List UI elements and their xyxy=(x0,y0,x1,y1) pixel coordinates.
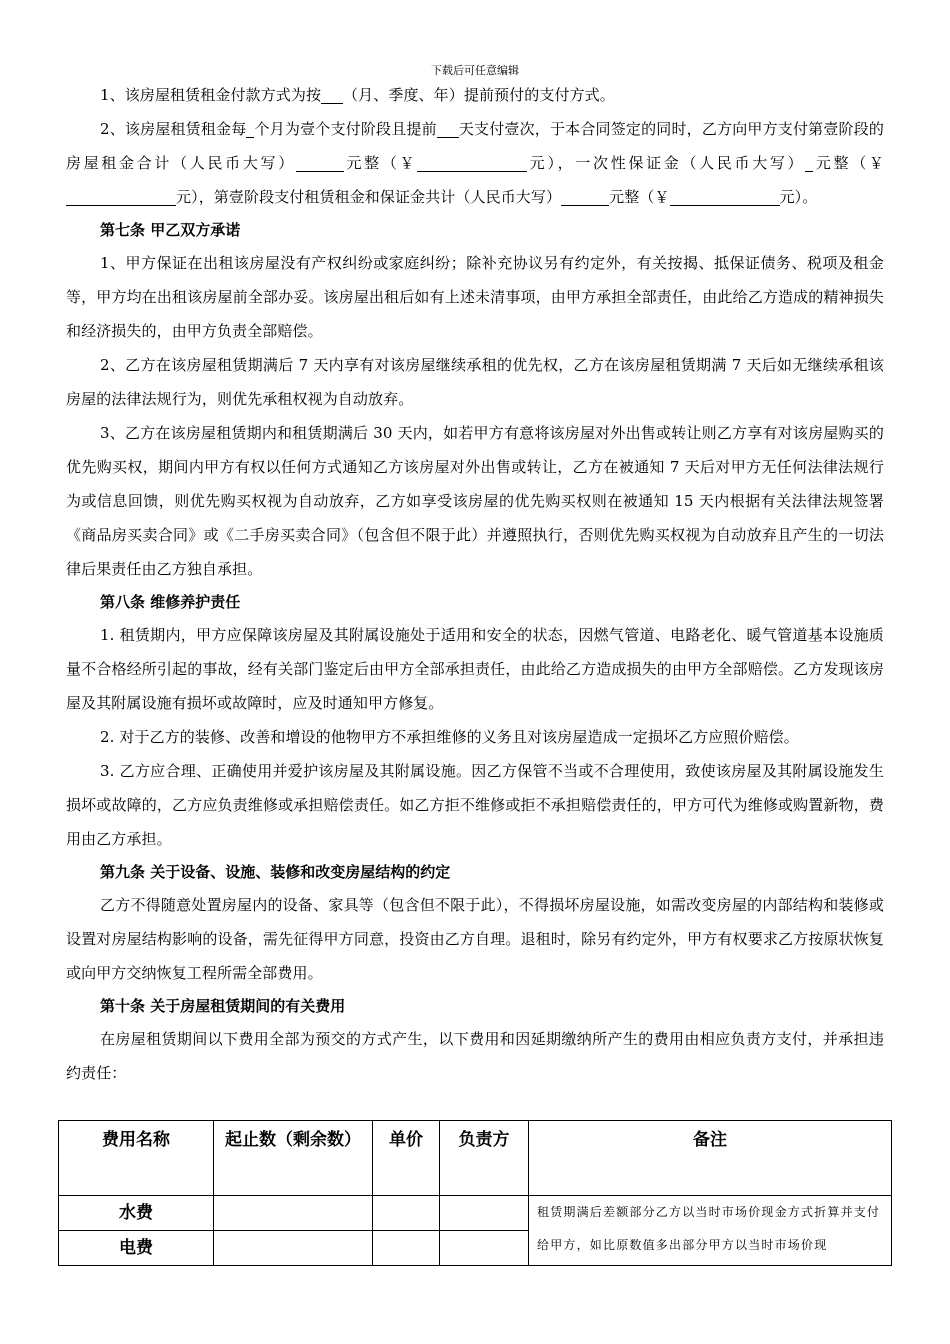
section-10-clause: 在房屋租赁期间以下费用全部为预交的方式产生，以下费用和因延期缴纳所产生的费用由相应负责方支付，并承担违约责任： xyxy=(66,1030,884,1082)
section-8-title: 第八条 维修养护责任 xyxy=(100,593,241,611)
page-header: 下载后可任意编辑 xyxy=(431,64,519,77)
column-header-fee-name: 费用名称 xyxy=(59,1121,214,1196)
blank-field[interactable] xyxy=(561,187,609,206)
fee-table xyxy=(58,1120,892,1266)
responsible-party-cell[interactable] xyxy=(440,1196,529,1231)
document-body xyxy=(66,78,884,1090)
section-7-clause-2: 2、乙方在该房屋租赁期满后 7 天内享有对该房屋继续承租的优先权，乙方在该房屋租赁期满 7 天后如无继续承租该房屋的法律法规行为，则优先承租权视为自动放弃。 xyxy=(66,356,884,408)
section-10-title: 第十条 关于房屋租赁期间的有关费用 xyxy=(100,997,346,1015)
meter-reading-cell[interactable] xyxy=(214,1231,373,1266)
section-7-clause-3: 3、乙方在该房屋租赁期内和租赁期满后 30 天内，如若甲方有意将该房屋对外出售或转让则乙方享有对该房屋购买的优先购买权，期间内甲方有权以任何方式通知乙方该房屋对外出售或转让，乙方在被通知 7 天后对甲方无任何法律法规行为或信息回馈，则优先购买权视为自动放弃，乙方如享受该房屋的优先购买权则在被通知 15 天内根据有关法律法规签署《商品房买卖合同》或《二手房买卖合同》（包含但不限于此）并遵照执行，否则优先购买权视为自动放弃且产生的一切法律后果责任由乙方独自承担。 xyxy=(66,424,884,578)
payment-stage-clause: 2、该房屋租赁租金每 个月为壹个支付阶段且提前 天支付壹次，于本合同签定的同时，乙方向甲方支付第壹阶段的房屋租金合计（人民币大写） 元整（￥ 元），一次性保证金（人民币大写） 元整（￥元），第壹阶段支付租赁租金和保证金共计（人民币大写） 元整（￥ 元）。 xyxy=(66,120,885,206)
meter-reading-cell[interactable] xyxy=(214,1196,373,1231)
section-8-clause-2: 2. 对于乙方的装修、改善和增设的他物甲方不承担维修的义务且对该房屋造成一定损坏乙方应照价赔偿。 xyxy=(100,728,799,746)
unit-price-cell[interactable] xyxy=(373,1196,440,1231)
section-7-clause-1: 1、甲方保证在出租该房屋没有产权纠纷或家庭纠纷；除补充协议另有约定外，有关按揭、抵保证债务、税项及租金等，甲方均在出租该房屋前全部办妥。该房屋出租后如有上述未清事项，由甲方承担全部责任，由此给乙方造成的精神损失和经济损失的，由甲方负责全部赔偿。 xyxy=(66,254,884,340)
section-7-title: 第七条 甲乙双方承诺 xyxy=(100,221,241,239)
blank-field[interactable] xyxy=(66,187,176,206)
blank-field[interactable] xyxy=(417,153,527,172)
column-header-responsible-party: 负责方 xyxy=(440,1121,529,1196)
table-header-row xyxy=(59,1121,892,1196)
blank-field[interactable] xyxy=(321,85,343,104)
remarks-cell: 租赁期满后差额部分乙方以当时市场价现金方式折算并支付给甲方，如比原数值多出部分甲方以当时市场价现 xyxy=(529,1196,892,1266)
blank-field[interactable] xyxy=(670,187,780,206)
section-9-clause: 乙方不得随意处置房屋内的设备、家具等（包含但不限于此），不得损坏房屋设施，如需改变房屋的内部结构和装修或设置对房屋结构影响的设备，需先征得甲方同意，投资由乙方自理。退租时，除另有约定外，甲方有权要求乙方按原状恢复或向甲方交纳恢复工程所需全部费用。 xyxy=(66,896,884,982)
payment-method-clause: 1、该房屋租赁租金付款方式为按 （月、季度、年）提前预付的支付方式。 xyxy=(100,86,615,104)
section-9-title: 第九条 关于设备、设施、装修和改变房屋结构的约定 xyxy=(100,863,451,881)
responsible-party-cell[interactable] xyxy=(440,1231,529,1266)
section-8-clause-1: 1. 租赁期内，甲方应保障该房屋及其附属设施处于适用和安全的状态，因燃气管道、电路老化、暖气管道基本设施质量不合格经所引起的事故，经有关部门鉴定后由甲方全部承担责任，由此给乙方造成损失的由甲方全部赔偿。乙方发现该房屋及其附属设施有损坏或故障时，应及时通知甲方修复。 xyxy=(66,626,884,712)
table-row xyxy=(59,1196,892,1231)
blank-field[interactable] xyxy=(296,153,344,172)
fee-name-cell: 电费 xyxy=(59,1231,214,1266)
blank-field[interactable] xyxy=(437,119,459,138)
unit-price-cell[interactable] xyxy=(373,1231,440,1266)
fee-name-cell: 水费 xyxy=(59,1196,214,1231)
column-header-unit-price: 单价 xyxy=(373,1121,440,1196)
section-8-clause-3: 3. 乙方应合理、正确使用并爱护该房屋及其附属设施。因乙方保管不当或不合理使用，致使该房屋及其附属设施发生损坏或故障的，乙方应负责维修或承担赔偿责任。如乙方拒不维修或拒不承担赔偿责任的，甲方可代为维修或购置新物，费用由乙方承担。 xyxy=(66,762,884,848)
column-header-meter-reading: 起止数（剩余数） xyxy=(214,1121,373,1196)
column-header-remarks: 备注 xyxy=(529,1121,892,1196)
